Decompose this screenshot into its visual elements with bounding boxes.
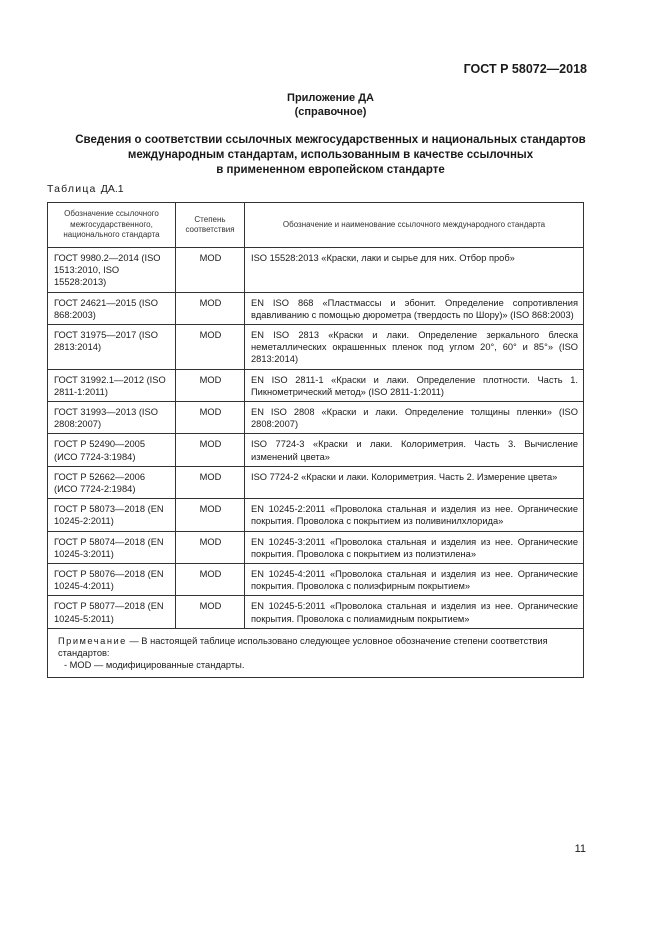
cell-national-standard: ГОСТ Р 58074—2018 (EN 10245-3:2011) xyxy=(48,531,176,563)
table-row xyxy=(48,325,584,370)
table-row xyxy=(48,402,584,434)
annex-title: Приложение ДА xyxy=(287,92,374,104)
cell-national-standard: ГОСТ 31992.1—2012 (ISO 2811-1:2011) xyxy=(48,369,176,401)
standard-code: ГОСТ Р 58072—2018 xyxy=(463,62,587,76)
table-note-row xyxy=(48,628,584,678)
page-number: 11 xyxy=(574,843,586,855)
cell-national-standard: ГОСТ 9980.2—2014 (ISO 1513:2010, ISO 15528:2013) xyxy=(48,248,176,293)
cell-national-standard: ГОСТ Р 52490—2005 (ИСО 7724-3:1984) xyxy=(48,434,176,466)
cell-international-standard: EN 10245-4:2011 «Проволока стальная и изделия из нее. Органические покрытия. Проволока с полиэфирным покрытием» xyxy=(245,564,584,596)
cell-degree: MOD xyxy=(176,325,245,370)
note-item: - MOD — модифицированные стандарты. xyxy=(64,660,245,671)
table-row xyxy=(48,369,584,401)
cell-degree: MOD xyxy=(176,434,245,466)
cell-national-standard: ГОСТ 31975—2017 (ISO 2813:2014) xyxy=(48,325,176,370)
note-label: Примечание xyxy=(58,635,127,646)
header-degree: Степень соответствия xyxy=(176,203,245,248)
cell-degree: MOD xyxy=(176,402,245,434)
cell-international-standard: EN ISO 2808 «Краски и лаки. Определение толщины пленки» (ISO 2808:2007) xyxy=(245,402,584,434)
table-row xyxy=(48,531,584,563)
cell-national-standard: ГОСТ Р 58077—2018 (EN 10245-5:2011) xyxy=(48,596,176,628)
cell-degree: MOD xyxy=(176,499,245,531)
annex-subtitle: (справочное) xyxy=(294,106,367,118)
table-caption xyxy=(47,183,124,195)
table-row xyxy=(48,466,584,498)
cell-international-standard: EN 10245-5:2011 «Проволока стальная и изделия из нее. Органические покрытия. Проволока с полиамидным покрытием» xyxy=(245,596,584,628)
annex-heading-line-1: Сведения о соответствии ссылочных межгосударственных и национальных стандартов xyxy=(75,134,586,146)
cell-national-standard: ГОСТ Р 58076—2018 (EN 10245-4:2011) xyxy=(48,564,176,596)
note-text: — В настоящей таблице использовано следующее условное обозначение степени соответствия стандартов: xyxy=(58,635,548,659)
cell-international-standard: ISO 7724-3 «Краски и лаки. Колориметрия. Часть 3. Вычисление изменений цвета» xyxy=(245,434,584,466)
cell-international-standard: ISO 15528:2013 «Краски, лаки и сырье для них. Отбор проб» xyxy=(245,248,584,293)
cell-degree: MOD xyxy=(176,466,245,498)
cell-international-standard: EN ISO 2813 «Краски и лаки. Определение зеркального блеска неметаллических окрашенных пленок под углом 20°, 60° и 85°» (ISO 2813:2014) xyxy=(245,325,584,370)
table-row xyxy=(48,596,584,628)
cell-national-standard: ГОСТ Р 52662—2006 (ИСО 7724-2:1984) xyxy=(48,466,176,498)
cell-degree: MOD xyxy=(176,531,245,563)
table-row xyxy=(48,564,584,596)
cell-national-standard: ГОСТ 31993—2013 (ISO 2808:2007) xyxy=(48,402,176,434)
cell-degree: MOD xyxy=(176,564,245,596)
table-row xyxy=(48,499,584,531)
annex-heading xyxy=(40,133,621,178)
standards-correspondence-table xyxy=(47,202,584,678)
cell-international-standard: ISO 7724-2 «Краски и лаки. Колориметрия. Часть 2. Измерение цвета» xyxy=(245,466,584,498)
annex-heading-line-3: в примененном европейском стандарте xyxy=(216,164,445,176)
cell-international-standard: EN 10245-2:2011 «Проволока стальная и изделия из нее. Органические покрытия. Проволока с покрытием из поливинилхлорида» xyxy=(245,499,584,531)
table-row xyxy=(48,248,584,293)
cell-degree: MOD xyxy=(176,292,245,324)
cell-national-standard: ГОСТ 24621—2015 (ISO 868:2003) xyxy=(48,292,176,324)
table-caption-label: Таблица xyxy=(47,183,97,195)
header-national-standard: Обозначение ссылочного межгосударственного, национального стандарта xyxy=(48,203,176,248)
cell-degree: MOD xyxy=(176,596,245,628)
cell-national-standard: ГОСТ Р 58073—2018 (EN 10245-2:2011) xyxy=(48,499,176,531)
cell-international-standard: EN ISO 868 «Пластмассы и эбонит. Определение сопротивления вдавливанию с помощью дюрометра (твердость по Шору)» (ISO 868:2003) xyxy=(245,292,584,324)
table-caption-number: ДА.1 xyxy=(100,183,124,195)
cell-international-standard: EN ISO 2811-1 «Краски и лаки. Определение плотности. Часть 1. Пикнометрический метод» (ISO 2811-1:2011) xyxy=(245,369,584,401)
cell-degree: MOD xyxy=(176,248,245,293)
table-note xyxy=(48,628,584,678)
header-international-standard: Обозначение и наименование ссылочного международного стандарта xyxy=(245,203,584,248)
cell-degree: MOD xyxy=(176,369,245,401)
table-header-row xyxy=(48,203,584,248)
annex-heading-line-2: международным стандартам, использованным в качестве ссылочных xyxy=(127,149,534,161)
annex-header xyxy=(0,91,661,119)
cell-international-standard: EN 10245-3:2011 «Проволока стальная и изделия из нее. Органические покрытия. Проволока с покрытием из полиэтилена» xyxy=(245,531,584,563)
table-row xyxy=(48,434,584,466)
table-row xyxy=(48,292,584,324)
